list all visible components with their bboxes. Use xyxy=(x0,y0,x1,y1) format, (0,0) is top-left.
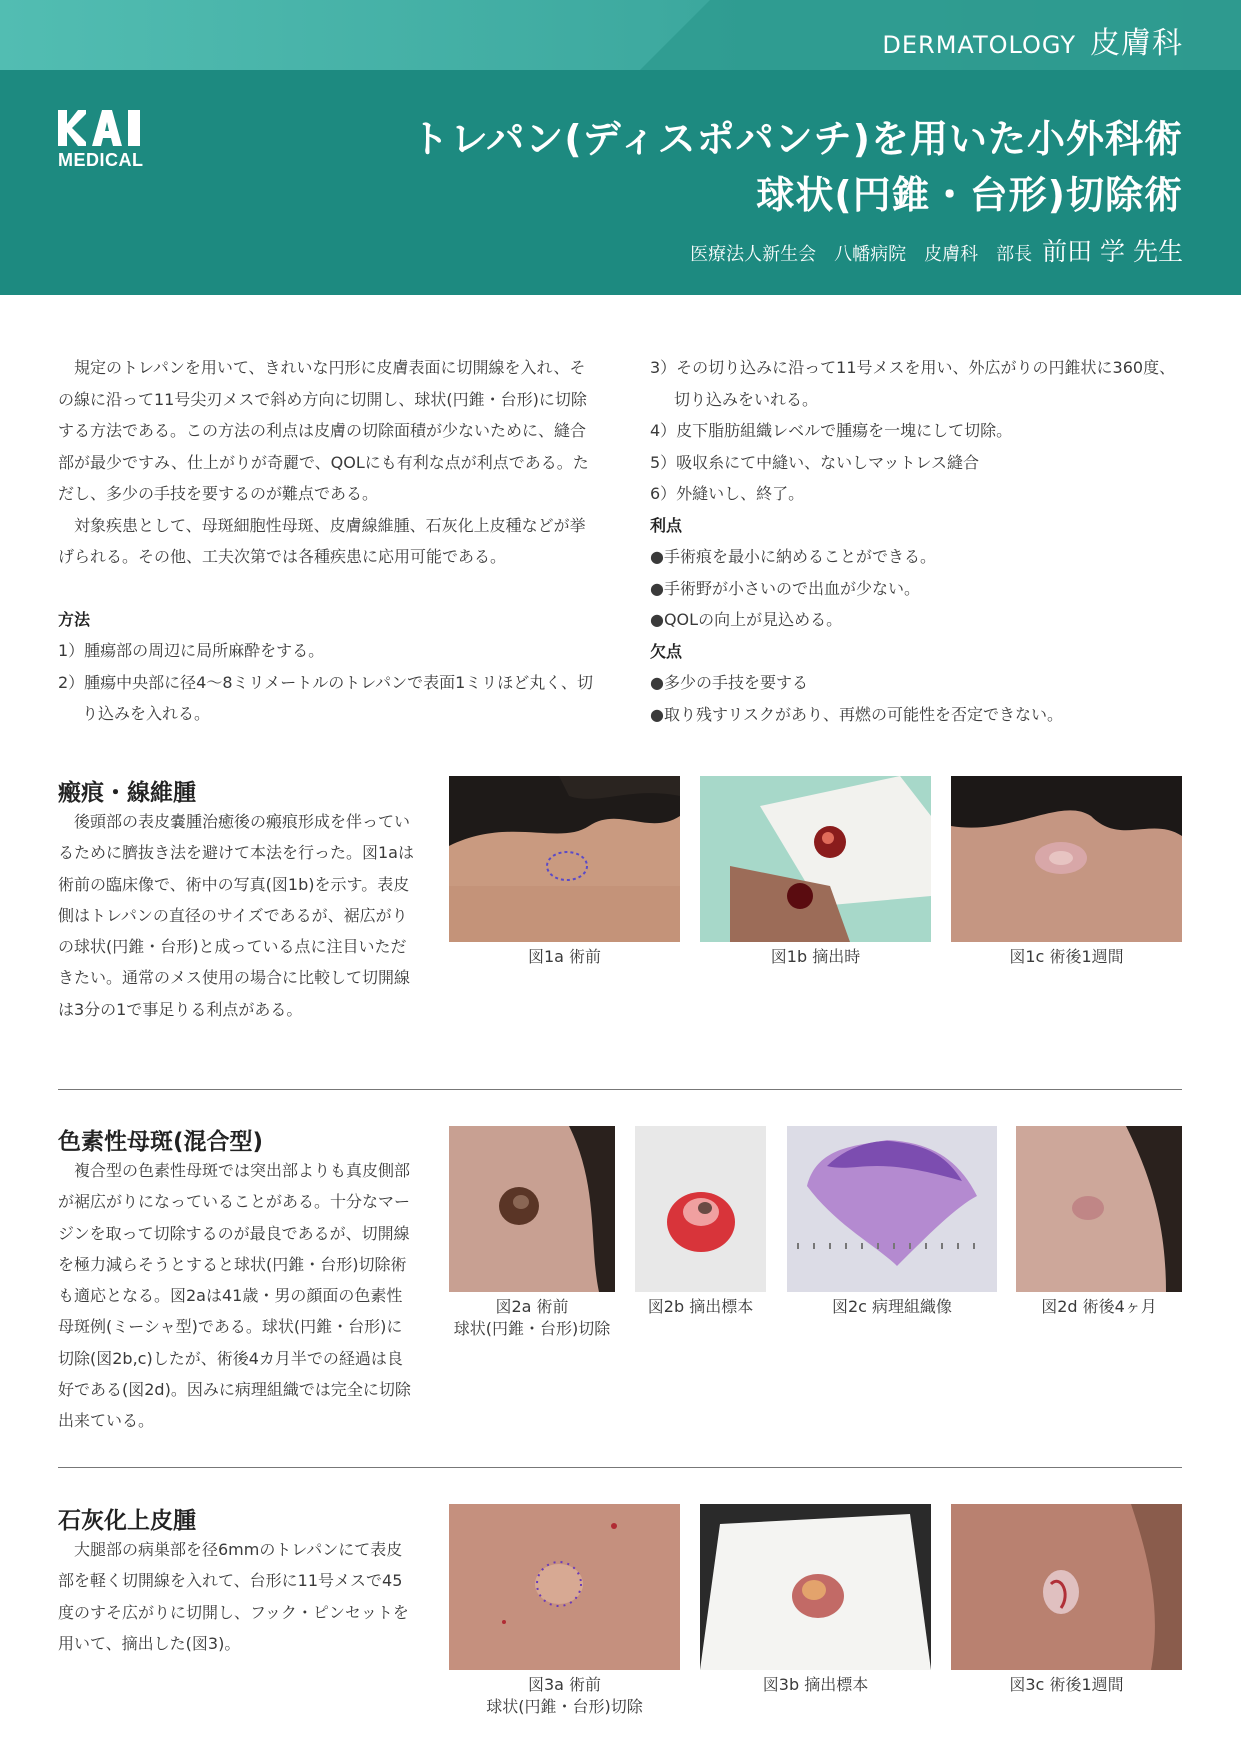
case3-body: 大腿部の病巣部を径6mmのトレパンにて表皮部を軽く切開線を入れて、台形に11号メスで45度のすそ広がりに切開し、フック・ピンセットを用いて、摘出した(図3)。 xyxy=(58,1540,409,1653)
photo-1a-preop xyxy=(449,776,680,942)
method-step-6: 6）外縫いし、終了。 xyxy=(650,484,805,503)
disadvantages-heading: 欠点 xyxy=(650,641,683,661)
method-column xyxy=(650,352,1185,730)
method-step-1: 1）腫瘍部の周辺に局所麻酔をする。 xyxy=(58,641,325,660)
caption-1a: 図1a 術前 xyxy=(527,947,602,966)
method-heading: 方法 xyxy=(58,609,91,629)
photo-3a-preop xyxy=(449,1504,680,1670)
disadvantage-item: ●取り残すリスクがあり、再燃の可能性を否定できない。 xyxy=(650,704,1064,724)
advantage-item: ●手術痕を最小に納めることができる。 xyxy=(650,547,936,566)
advantage-item: ●QOLの向上が見込める。 xyxy=(650,610,843,629)
author-line xyxy=(690,232,1183,268)
photo-2c-histology xyxy=(787,1126,997,1292)
photo-2a-preop xyxy=(449,1126,615,1292)
caption-2d: 図2d 術後4ヶ月 xyxy=(1041,1297,1157,1316)
method-step-3: 3）その切り込みに沿って11号メスを用い、外広がりの円錐状に360度、切り込みをいれる。 xyxy=(650,358,1176,409)
caption-2b: 図2b 摘出標本 xyxy=(647,1297,754,1316)
intro-column xyxy=(58,352,596,730)
kai-medical-logo xyxy=(58,110,150,171)
logo-medical-text: MEDICAL xyxy=(58,150,144,170)
case3-title: 石灰化上皮腫 xyxy=(58,1508,196,1534)
disadvantage-item: ●多少の手技を要する xyxy=(650,673,808,692)
caption-2c: 図2c 病理組織像 xyxy=(831,1297,953,1316)
department-label xyxy=(882,18,1183,62)
method-step-2: 2）腫瘍中央部に径4〜8ミリメートルのトレパンで表面1ミリほど丸く、切り込みを入れる。 xyxy=(58,672,593,723)
section-divider xyxy=(58,1089,1182,1090)
photo-3c-postop xyxy=(951,1504,1182,1670)
caption-1b: 図1b 摘出時 xyxy=(770,947,861,966)
method-step-5: 5）吸収糸にて中縫い、ないしマットレス縫合 xyxy=(650,452,980,472)
caption-2a-sub: 球状(円錐・台形)切除 xyxy=(453,1319,611,1338)
author-affiliation: 医療法人新生会 八幡病院 皮膚科 部長 xyxy=(690,244,1033,265)
photo-2b-specimen xyxy=(635,1126,766,1292)
department-en: DERMATOLOGY xyxy=(882,31,1076,59)
photo-1b-excision xyxy=(700,776,931,942)
page-title-line1: トレパン(ディスポパンチ)を用いた小外科術 xyxy=(410,117,1183,161)
method-step-4: 4）皮下脂肪組織レベルで腫瘍を一塊にして切除。 xyxy=(650,421,1013,440)
intro-paragraph-1: 規定のトレパンを用いて、きれいな円形に皮膚表面に切開線を入れ、その線に沿って11号尖刃メスで斜め方向に切開し、球状(円錐・台形)に切除する方法である。この方法の利点は皮膚の切除面積が少ないために、縫合部が最少ですみ、仕上がりが奇麗で、QOLにも有利な点が利点である。ただし、多少の手技を要するのが難点である。 xyxy=(58,358,589,503)
photo-1c-postop xyxy=(951,776,1182,942)
department-jp: 皮膚科 xyxy=(1090,26,1183,61)
photo-3b-specimen xyxy=(700,1504,931,1670)
caption-3c: 図3c 術後1週間 xyxy=(1009,1675,1124,1694)
intro-paragraph-2: 対象疾患として、母斑細胞性母斑、皮膚線維腫、石灰化上皮種などが挙げられる。その他、工夫次第では各種疾患に応用可能である。 xyxy=(58,515,586,566)
caption-3a-sub: 球状(円錐・台形)切除 xyxy=(486,1697,643,1716)
case2-title: 色素性母斑(混合型) xyxy=(58,1129,264,1155)
case2-body: 複合型の色素性母斑では突出部よりも真皮側部が裾広がりになっていることがある。十分なマージンを取って切除するのが最良であるが、切開線を極力減らそうとすると球状(円錐・台形)切除術も適応となる。図2aは41歳・男の顔面の色素性母斑例(ミーシャ型)である。球状(円錐・台形)に切除(図2b,c)したが、術後4カ月半での経過は良好である(図2d)。因みに病理組織では完全に切除出来ている。 xyxy=(58,1161,411,1431)
case1-title: 瘢痕・線維腫 xyxy=(58,780,196,806)
advantage-item: ●手術野が小さいので出血が少ない。 xyxy=(650,578,920,598)
caption-3a: 図3a 術前 xyxy=(527,1675,602,1694)
photo-2d-postop xyxy=(1016,1126,1182,1292)
case1-body: 後頭部の表皮嚢腫治癒後の瘢痕形成を伴っているために臍抜き法を避けて本法を行った。図1aは術前の臨床像で、術中の写真(図1b)を示す。表皮側はトレパンの直径のサイズであるが、裾広がりの球状(円錐・台形)と成っている点に注目いただきたい。通常のメス使用の場合に比較して切開線は3分の1で事足りる利点がある。 xyxy=(58,812,414,1019)
kai-logo-mark xyxy=(58,110,150,146)
section-divider xyxy=(58,1467,1182,1468)
page-title-line2: 球状(円錐・台形)切除術 xyxy=(756,173,1183,217)
author-name: 前田 学 先生 xyxy=(1042,237,1183,266)
caption-2a: 図2a 術前 xyxy=(495,1297,569,1316)
caption-3b: 図3b 摘出標本 xyxy=(762,1675,869,1694)
advantages-heading: 利点 xyxy=(650,515,683,535)
caption-1c: 図1c 術後1週間 xyxy=(1009,947,1124,966)
